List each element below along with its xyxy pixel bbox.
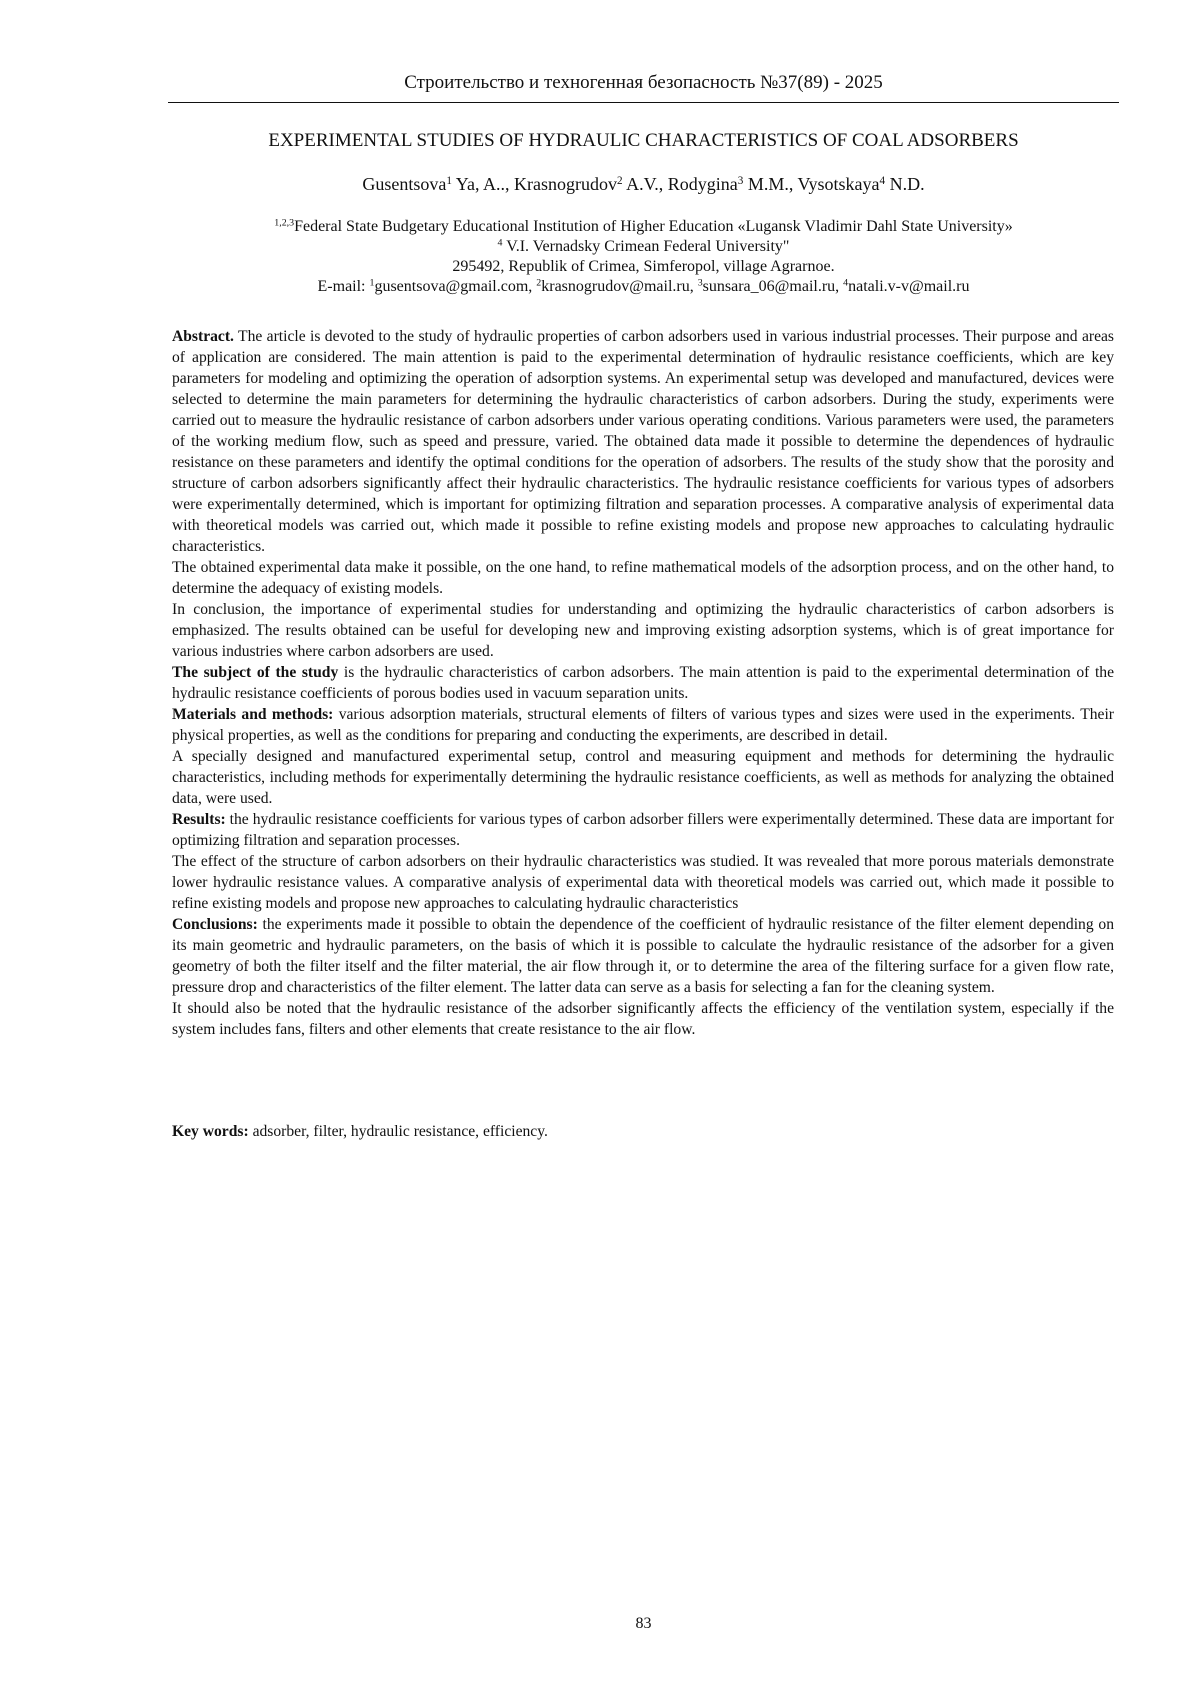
materials-paragraph-2: A specially designed and manufactured experimental setup, control and measuring equipment and methods for determining the hydraulic characteristics, including methods for experimentally determining the hydraulic resistance coefficients, as well as methods for analyzing the obtained data, were used.	[172, 748, 1114, 807]
affiliations	[168, 217, 1119, 297]
conclusions-paragraph	[172, 914, 1114, 998]
keywords	[172, 1121, 1114, 1142]
author-affiliation-mark: 1	[446, 174, 452, 187]
author-affiliation-mark: 4	[879, 174, 886, 187]
email-mark: 2	[536, 277, 542, 289]
subject-label: The subject of the study	[172, 664, 339, 681]
subject-paragraph	[172, 662, 1114, 704]
results-paragraph	[172, 809, 1114, 851]
email-address[interactable]: krasnogrudov@mail.ru,	[541, 278, 698, 295]
author-initials: N.D.	[885, 174, 925, 194]
results-text: the hydraulic resistance coefficients for various types of carbon adsorber fillers were experimentally determined. These data are important for optimizing filtration and separation processes.	[172, 811, 1114, 849]
email-address[interactable]: sunsara_06@mail.ru,	[702, 278, 844, 295]
author-affiliation-mark: 3	[737, 174, 744, 187]
conclusions-text: the experiments made it possible to obtain the dependence of the coefficient of hydraulic resistance of the filter element depending on its main geometric and hydraulic parameters, on the basis of which it is possible to calculate the hydraulic resistance of the adsorber for a given geometry of both the filter itself and the filter material, the air flow through it, or to determine the area of the filtering surface for a given flow rate, pressure drop and characteristics of the filter element. The latter data can serve as a basis for selecting a fan for the cleaning system.	[172, 916, 1114, 996]
author-initials: A.V.,	[622, 174, 668, 194]
running-header: Строительство и техногенная безопасность №37(89) - 2025	[404, 72, 883, 93]
materials-text: various adsorption materials, structural elements of filters of various types and sizes were used in the experiments. Their physical properties, as well as the conditions for preparing and conducting the experiments, are described in detail.	[172, 706, 1114, 744]
author-affiliation-mark: 2	[616, 174, 623, 187]
header-rule	[168, 102, 1119, 103]
affiliation-text: V.I. Vernadsky Crimean Federal University"	[502, 238, 790, 255]
keywords-text: adsorber, filter, hydraulic resistance, efficiency.	[248, 1123, 548, 1140]
email-mark: 1	[369, 277, 375, 289]
paper-title: EXPERIMENTAL STUDIES OF HYDRAULIC CHARACTERISTICS OF COAL ADSORBERS	[268, 130, 1019, 151]
affiliation-mark: 1,2,3	[274, 217, 295, 229]
email-label: E-mail:	[317, 278, 370, 295]
author-list	[168, 171, 1119, 197]
conclusions-paragraph-2: It should also be noted that the hydraulic resistance of the adsorber significantly affects the efficiency of the ventilation system, especially if the system includes fans, filters and other elements that create resistance to the air flow.	[172, 1000, 1114, 1038]
abstract-paragraph	[172, 326, 1114, 557]
abstract-body	[172, 326, 1114, 1040]
results-paragraph-2: The effect of the structure of carbon adsorbers on their hydraulic characteristics was studied. It was revealed that more porous materials demonstrate lower hydraulic resistance values. A comparative analysis of experimental data with theoretical models was carried out, which made it possible to refine existing models and propose new approaches to calculating hydraulic characteristics	[172, 853, 1114, 912]
author-name: Rodygina	[667, 174, 738, 194]
author-initials: Ya, A..,	[451, 174, 514, 194]
author-name: Krasnogrudov	[514, 174, 617, 194]
author-name: Gusentsova	[362, 174, 447, 194]
page-number: 83	[635, 1615, 652, 1632]
email-address[interactable]: gusentsova@gmail.com,	[374, 278, 537, 295]
email-line	[168, 277, 1119, 297]
affiliation-address: 295492, Republik of Crimea, Simferopol, village Agrarnoe.	[452, 258, 835, 275]
abstract-paragraph: The obtained experimental data make it possible, on the one hand, to refine mathematical models of the adsorption process, and on the other hand, to determine the adequacy of existing models.	[172, 559, 1114, 597]
results-label: Results:	[172, 811, 226, 828]
affiliation-text: Federal State Budgetary Educational Institution of Higher Education «Lugansk Vladimir Dahl State University»	[294, 218, 1013, 235]
affiliation-mark: 4	[497, 237, 503, 249]
conclusions-label: Conclusions:	[172, 916, 258, 933]
email-mark: 3	[697, 277, 703, 289]
author-name: Vysotskaya	[797, 174, 880, 194]
email-address[interactable]: natali.v-v@mail.ru	[848, 278, 970, 295]
materials-label: Materials and methods:	[172, 706, 334, 723]
subject-text: is the hydraulic characteristics of carbon adsorbers. The main attention is paid to the experimental determination of the hydraulic resistance coefficients of porous bodies used in vacuum separation units.	[172, 664, 1114, 702]
abstract-text: The article is devoted to the study of hydraulic properties of carbon adsorbers used in various industrial processes. Their purpose and areas of application are considered. The main attention is paid to the experimental determination of hydraulic resistance coefficients, which are key parameters for modeling and optimizing the operation of adsorption systems. An experimental setup was developed and manufactured, devices were selected to determine the main parameters for determining the hydraulic characteristics of carbon adsorbers. During the study, experiments were carried out to measure the hydraulic resistance of carbon adsorbers under various operating conditions. Various parameters were used, the parameters of the working medium flow, such as speed and pressure, varied. The obtained data made it possible to determine the dependences of hydraulic resistance on these parameters and identify the optimal conditions for the operation of adsorbers. The results of the study show that the porosity and structure of carbon adsorbers significantly affect their hydraulic characteristics. The hydraulic resistance coefficients for various types of adsorbers were experimentally determined, which is important for optimizing filtration and separation processes. A comparative analysis of experimental data with theoretical models was carried out, which made it possible to refine existing models and propose new approaches to calculating hydraulic characteristics.	[172, 328, 1114, 555]
author-initials: M.M.,	[743, 174, 798, 194]
affiliation-line	[168, 217, 1119, 237]
abstract-label: Abstract.	[172, 328, 234, 345]
abstract-paragraph: In conclusion, the importance of experimental studies for understanding and optimizing the hydraulic characteristics of carbon adsorbers is emphasized. The results obtained can be useful for developing new and improving existing adsorption systems, which is of great importance for various industries where carbon adsorbers are used.	[172, 601, 1114, 660]
materials-paragraph	[172, 704, 1114, 746]
affiliation-line	[168, 237, 1119, 257]
keywords-label: Key words:	[172, 1123, 249, 1140]
email-mark: 4	[843, 277, 849, 289]
